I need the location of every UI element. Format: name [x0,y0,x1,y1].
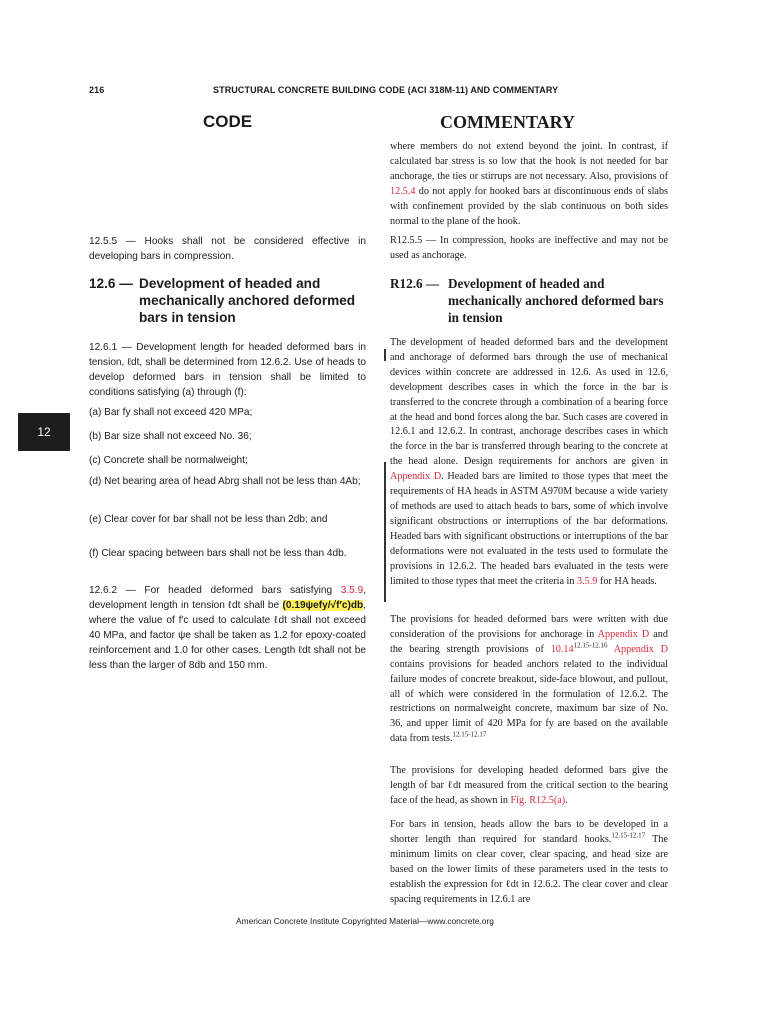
list-item: (b) Bar size shall not exceed No. 36; [89,431,252,442]
comm-r12-6-paragraph-2 [390,613,668,747]
section-number: 12.6 — [89,276,133,291]
cross-reference-link[interactable]: 10.14 [550,643,574,655]
running-title: STRUCTURAL CONCRETE BUILDING CODE (ACI 318M-11) AND COMMENTARY [213,85,559,95]
text-run: contains provisions for headed anchors related to the individual failure modes of concrete breakout, side-face blowout, and pullout, all of which were considered in the formulation of 12.6.2. The restrictions on normalweight concrete, maximum bar size of No. 36, and upper limit of 420 MPa for fy are based on the available data from tests. [390,658,668,745]
comm-r12-6-paragraph-4 [390,818,668,907]
text-run: . [565,794,568,806]
change-bar [384,349,386,361]
code-item-f [89,546,366,561]
code-12-6-2 [89,583,366,673]
text-run: , development length in tension ℓdt shall be [89,585,366,611]
cross-reference-link[interactable]: Fig. R12.5(a) [510,794,566,806]
code-section-12-6-heading [89,275,366,326]
chapter-tab[interactable]: 12 [18,413,70,451]
change-bar [384,462,386,602]
comm-r12-6-paragraph-1 [390,336,668,589]
text-run: do not apply for hooked bars at discontinuous ends of slabs with confinement provided by the slab continuous on both sides normal to the plane of the hook. [390,185,669,227]
highlighted-formula: (0.19ψefy/√f′c)db [282,600,364,611]
cross-reference-link[interactable]: 3.5.9 [577,575,598,587]
list-item: (f) Clear spacing between bars shall not be less than 4db. [89,548,347,559]
text-run: The provisions for developing headed deformed bars give the length of bar ℓdt measured from the critical section to the bearing face of the head, as shown in [390,765,668,806]
section-title: Development of headed and mechanically anchored deformed bars in tension [139,276,356,325]
text-run: , where the value of f′c used to calculate ℓdt shall not exceed 40 MPa, and factor ψe shall be taken as 1.2 for epoxy-coated reinforcement and 1.0 for other cases. Length ℓdt shall not be less than the larger of 8db and 150 mm. [89,600,366,671]
text-run: For bars in tension, heads allow the bars to be developed in a shorter length than required for standard hooks. [390,819,668,845]
comm-section-r12-6-heading [390,275,668,326]
page-footer: American Concrete Institute Copyrighted Material—www.concrete.org [236,916,494,926]
text-run: for HA heads. [599,575,657,587]
cross-reference-link[interactable]: Appendix D [390,471,442,483]
code-12-5-5 [89,234,366,264]
code-item-d [89,474,366,489]
commentary-paragraph: R12.5.5 — In compression, hooks are ineffective and may not be used as anchorage. [390,235,668,261]
comm-r12-5-5 [390,234,668,264]
cross-reference-link[interactable]: Appendix D [613,643,669,655]
commentary-column-heading: COMMENTARY [440,112,576,132]
citation-superscript: 12.15-12.17 [452,730,487,739]
text-run: The minimum limits on clear cover, clear spacing, and head size are based on the lower limits of these parameters used in the tests to establish the expression for ℓdt in 12.6.2. The clear cover and clear spacing requirements in 12.6.1 are [390,833,668,905]
comm-continued-paragraph [390,140,668,229]
code-item-b [89,429,366,444]
list-item: (d) Net bearing area of head Abrg shall not be less than 4Ab; [89,476,361,487]
text-run: . Headed bars are limited to those types that meet the requirements of HA heads in ASTM A970M because a wide variety of methods are used to attach heads to bars, some of which involve significant obstructions or interruptions of the bar deformations. Headed bars with significant obstructions or interruptions of the bar deformations were not evaluated in the tests used to formulate the provisions in 12.6.2. The headed bars evaluated in the tests were limited to those types that meet the criteria in [390,471,668,587]
code-item-c [89,453,366,468]
page-number: 216 [89,85,105,95]
text-run: where members do not extend beyond the joint. In contrast, if calculated bar stress is so low that the hook is not needed for bar anchorage, the ties or stirrups are not necessary. Also, provisions of [390,141,668,182]
list-item: (a) Bar fy shall not exceed 420 MPa; [89,407,253,418]
text-run: and the bearing strength provisions of [390,628,668,655]
comm-r12-6-paragraph-3 [390,764,668,809]
text-run: 12.6.2 — For headed deformed bars satisfying [89,585,333,596]
code-item-a [89,405,366,420]
list-item: (c) Concrete shall be normalweight; [89,455,248,466]
text-run: The development of headed deformed bars and the development and anchorage of deformed bars through the use of mechanical devices within concrete are addressed in 12.6. As used in 12.6, development describes cases in which the force in the bar is transferred to the concrete through a combination of a bearing force at the head and bond forces along the bar. Such cases are covered in 12.6.1 and 12.6.2. In contrast, anchorage describes cases in which the force in the bar is transferred through bearing to the concrete at the head alone. Design requirements for anchors are given in [390,337,668,468]
code-paragraph: 12.5.5 — Hooks shall not be considered effective in developing bars in compression. [89,236,366,262]
text-run: The provisions for headed deformed bars were written with due consideration of the provisions for anchorage in [390,614,668,640]
section-title: Development of headed and mechanically anchored deformed bars in tension [448,276,664,325]
code-column-heading: CODE [203,112,253,131]
cross-reference-link[interactable]: 12.5.4 [390,185,416,197]
cross-reference-link[interactable]: Appendix D [597,628,650,640]
citation-superscript: 12.15-12.16 [573,641,608,650]
list-item: (e) Clear cover for bar shall not be less than 2db; and [89,514,328,525]
cross-reference-link[interactable]: 3.5.9 [340,585,364,596]
citation-superscript: 12.15-12.17 [611,831,646,840]
section-number: R12.6 — [390,276,440,291]
code-12-6-1 [89,340,366,400]
code-item-e [89,512,366,527]
code-paragraph: 12.6.1 — Development length for headed deformed bars in tension, ℓdt, shall be determined from 12.6.2. Use of heads to develop deformed bars in tension shall be limited to conditions satisfying (a) through (f): [89,342,366,398]
